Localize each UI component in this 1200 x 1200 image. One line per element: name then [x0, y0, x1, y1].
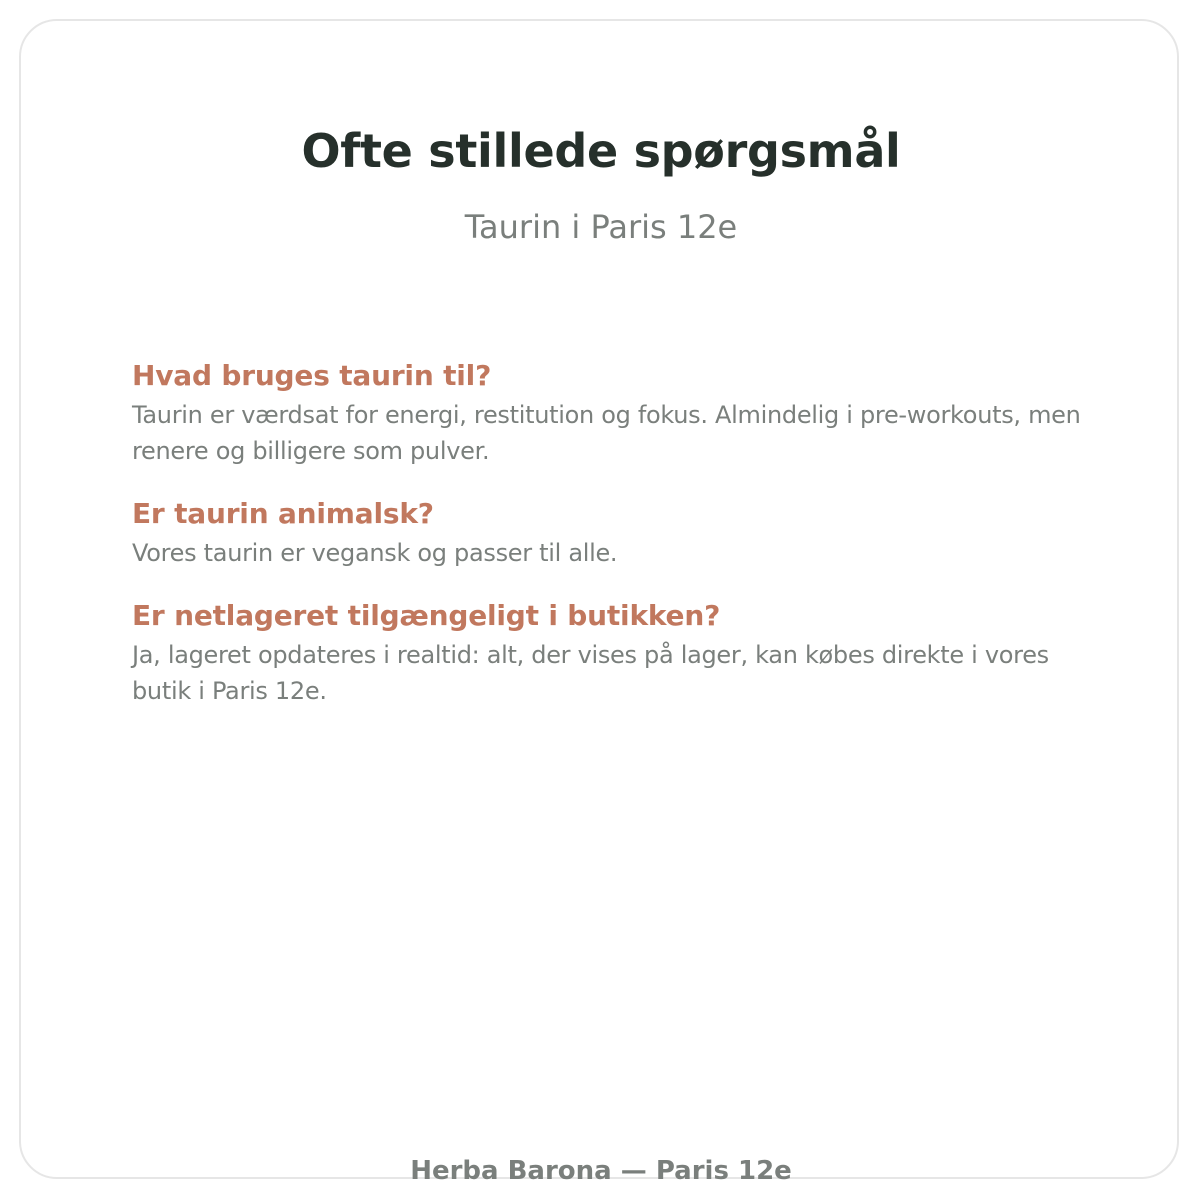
faq-card: [19, 19, 1179, 1186]
faq-item: [132, 495, 1092, 571]
faq-answer: Ja, lageret opdateres i realtid: alt, der vises på lager, kan købes direkte i vores butik i Paris 12e.: [132, 641, 1049, 705]
faq-item: [132, 357, 1092, 469]
faq-item: [132, 597, 1092, 709]
faq-question: Er netlageret tilgængeligt i butikken?: [132, 599, 721, 632]
faq-answer: Vores taurin er vegansk og passer til alle.: [132, 539, 618, 567]
faq-answer: Taurin er værdsat for energi, restitution og fokus. Almindelig i pre-workouts, men renere og billigere som pulver.: [132, 401, 1081, 465]
page-subtitle: Taurin i Paris 12e: [464, 208, 738, 246]
faq-list: [132, 357, 1092, 735]
faq-question: Hvad bruges taurin til?: [132, 359, 492, 392]
page-title: Ofte stillede spørgsmål: [301, 124, 901, 178]
faq-question: Er taurin animalsk?: [132, 497, 434, 530]
footer-brand: Herba Barona — Paris 12e: [410, 1156, 792, 1186]
